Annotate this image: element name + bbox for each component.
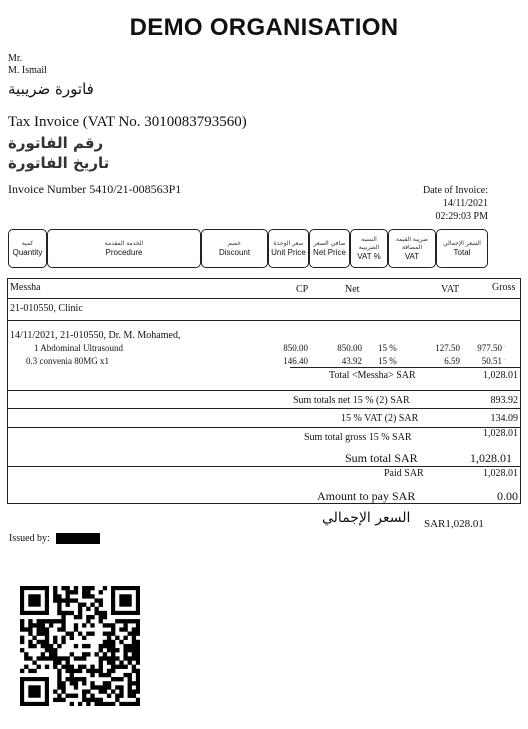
total-messha-label: Total <Messha> SAR	[329, 370, 416, 381]
column-procedure-ar: الخدمة المقدمة	[104, 239, 144, 247]
item-net: 850.00	[337, 343, 362, 353]
divider	[7, 298, 521, 299]
date-of-invoice	[423, 184, 488, 223]
column-vat-ar: ضريبة القيمة المضافة	[395, 235, 429, 251]
row-mark: ▫	[504, 358, 506, 363]
column-procedure	[47, 229, 201, 268]
item-description: 0.3 convenia 80MG x1	[26, 356, 109, 366]
divider	[7, 466, 521, 467]
column-net-price	[309, 229, 350, 268]
item-vat-percent: 15 %	[378, 343, 397, 353]
invoice-date: 14/11/2021	[442, 198, 488, 209]
column-unit-price	[268, 229, 309, 268]
table-head-name: Messha	[10, 282, 41, 293]
column-total-en: Total	[453, 247, 471, 257]
sum-total-label: Sum total SAR	[345, 451, 418, 465]
vat-value: 134.09	[490, 413, 518, 424]
total-sar: SAR1,028.01	[424, 518, 484, 530]
column-net-price-en: Net Price	[313, 247, 346, 257]
column-net-price-ar: صافي السعر	[313, 239, 346, 247]
row-mark: ▫	[504, 345, 506, 350]
column-vat-percent-ar: النسبة الضريبية	[358, 235, 380, 251]
column-unit-price-en: Unit Price	[271, 247, 306, 257]
customer-name: M. Ismail	[8, 65, 47, 76]
visit-line: 14/11/2021, 21-010550, Dr. M. Mohamed,	[10, 330, 181, 341]
column-quantity	[8, 229, 47, 268]
column-discount	[201, 229, 268, 268]
column-total	[436, 229, 488, 268]
item-vat: 6.59	[444, 356, 460, 366]
date-label: Date of Invoice:	[423, 185, 488, 196]
invoice-date-arabic: تاريخ الفاتورة	[8, 154, 110, 172]
invoice-number-arabic: رقم الفاتورة	[8, 134, 104, 152]
table-head-vat: VAT	[441, 284, 460, 295]
column-vat-percent-en: VAT %	[357, 251, 381, 261]
vat-label: 15 % VAT (2) SAR	[341, 413, 419, 424]
qr-code	[20, 586, 140, 706]
item-vat: 127.50	[435, 343, 460, 353]
column-total-ar: السعر الإجمالي	[443, 239, 481, 247]
amount-to-pay-label: Amount to pay SAR	[317, 489, 416, 503]
item-gross: 50.51	[481, 356, 502, 366]
divider	[290, 367, 521, 368]
item-cp: 850.00	[283, 343, 308, 353]
item-description: 1 Abdominal Ultrasound	[34, 343, 123, 353]
sum-gross-label: Sum total gross 15 % SAR	[304, 432, 412, 443]
sum-gross-value: 1,028.01	[483, 428, 518, 439]
invoice-number: Invoice Number 5410/21-008563P1	[8, 182, 182, 196]
divider	[7, 320, 521, 321]
sum-total-value: 1,028.01	[470, 451, 512, 465]
item-cp: 146.40	[283, 356, 308, 366]
total-messha-value: 1,028.01	[483, 370, 518, 381]
column-discount-en: Discount	[218, 247, 251, 257]
qr-code-graphic	[20, 586, 140, 706]
column-vat	[388, 229, 436, 268]
paid-label: Paid SAR	[384, 468, 424, 479]
issued-by-label: Issued by:	[9, 533, 50, 544]
column-vat-percent	[350, 229, 388, 268]
column-procedure-en: Procedure	[105, 247, 143, 257]
column-vat-en: VAT	[404, 251, 420, 261]
redacted-name	[56, 533, 100, 544]
column-quantity-en: Quantity	[12, 247, 43, 257]
column-discount-ar: خصم	[228, 239, 241, 247]
clinic-line: 21-010550, Clinic	[10, 303, 83, 314]
table-head-cp: CP	[296, 284, 309, 295]
sum-net-value: 893.92	[490, 395, 518, 406]
amount-to-pay-value: 0.00	[497, 489, 518, 503]
column-quantity-ar: كمية	[21, 239, 34, 247]
table-head-net: Net	[345, 284, 360, 295]
sum-net-label: Sum totals net 15 % (2) SAR	[293, 395, 410, 406]
table-head-gross: Gross	[492, 282, 516, 293]
salutation: Mr.	[8, 53, 23, 64]
invoice-time: 02:29:03 PM	[435, 211, 488, 222]
divider	[7, 390, 521, 391]
item-vat-percent: 15 %	[378, 356, 397, 366]
tax-invoice-title: Tax Invoice (VAT No. 3010083793560)	[8, 114, 247, 130]
divider	[7, 408, 521, 409]
column-unit-price-ar: سعر الوحدة	[273, 239, 304, 247]
organisation-title: DEMO ORGANISATION	[129, 14, 399, 41]
paid-value: 1,028.01	[483, 468, 518, 479]
total-arabic: السعر الإجمالي	[322, 510, 411, 526]
item-net: 43.92	[341, 356, 362, 366]
tax-invoice-arabic: فاتورة ضريبية	[8, 80, 94, 98]
item-gross: 977.50	[477, 343, 502, 353]
